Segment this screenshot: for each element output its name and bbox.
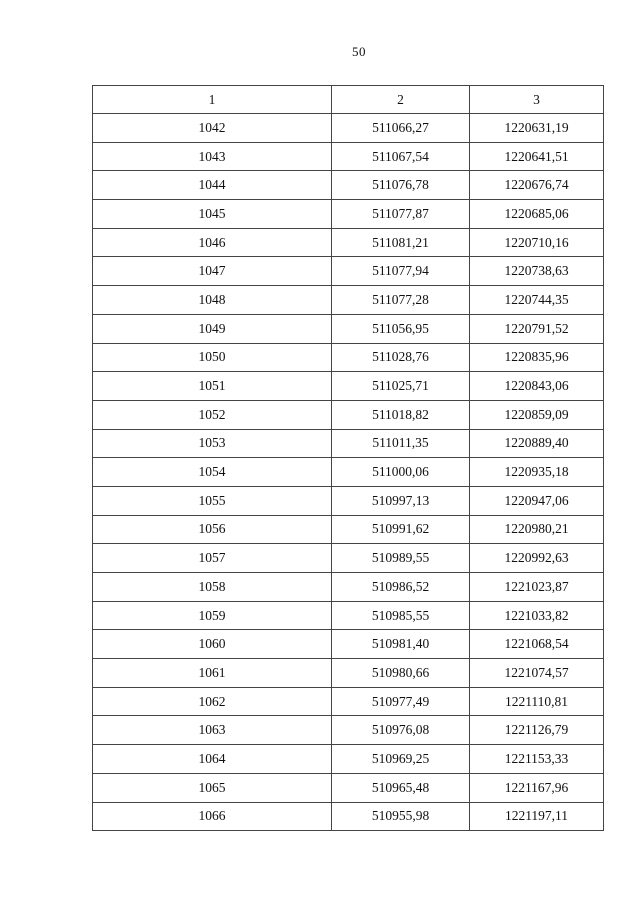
- table-cell-col-3: 1220935,18: [470, 458, 604, 487]
- table-row: [93, 544, 604, 573]
- table-cell-col-3: 1221023,87: [470, 573, 604, 602]
- table-cell-col-1: 1042: [93, 114, 332, 143]
- table-cell-col-2: 510980,66: [332, 659, 470, 688]
- table-cell-col-1: 1055: [93, 486, 332, 515]
- table-cell-col-3: 1220641,51: [470, 142, 604, 171]
- table-cell-col-2: 511018,82: [332, 400, 470, 429]
- table-row: [93, 114, 604, 143]
- table-cell-col-1: 1044: [93, 171, 332, 200]
- table-cell-col-3: 1220631,19: [470, 114, 604, 143]
- table-cell-col-2: 510981,40: [332, 630, 470, 659]
- table-cell-col-3: 1221068,54: [470, 630, 604, 659]
- header-row: [93, 86, 604, 114]
- table-cell-col-3: 1221033,82: [470, 601, 604, 630]
- table-cell-col-2: 510989,55: [332, 544, 470, 573]
- table-cell-col-3: 1220676,74: [470, 171, 604, 200]
- table-row: [93, 773, 604, 802]
- table-cell-col-1: 1043: [93, 142, 332, 171]
- column-header-3: 3: [470, 86, 604, 114]
- table-cell-col-2: 511066,27: [332, 114, 470, 143]
- table-cell-col-3: 1220744,35: [470, 286, 604, 315]
- table-cell-col-3: 1221167,96: [470, 773, 604, 802]
- table-row: [93, 343, 604, 372]
- table-cell-col-1: 1054: [93, 458, 332, 487]
- table-cell-col-1: 1062: [93, 687, 332, 716]
- table-row: [93, 372, 604, 401]
- table-cell-col-1: 1045: [93, 200, 332, 229]
- table-row: [93, 601, 604, 630]
- table-row: [93, 429, 604, 458]
- table-row: [93, 573, 604, 602]
- table-row: [93, 400, 604, 429]
- table-cell-col-3: 1220738,63: [470, 257, 604, 286]
- table-header: [93, 86, 604, 114]
- table-cell-col-3: 1220859,09: [470, 400, 604, 429]
- coordinates-table: [92, 85, 604, 831]
- table-row: [93, 687, 604, 716]
- table-cell-col-3: 1220980,21: [470, 515, 604, 544]
- table-row: [93, 314, 604, 343]
- table-cell-col-2: 510991,62: [332, 515, 470, 544]
- table-cell-col-1: 1052: [93, 400, 332, 429]
- table-cell-col-3: 1220992,63: [470, 544, 604, 573]
- table-cell-col-3: 1221110,81: [470, 687, 604, 716]
- table-cell-col-1: 1053: [93, 429, 332, 458]
- table-cell-col-3: 1221197,11: [470, 802, 604, 831]
- table-cell-col-3: 1220710,16: [470, 228, 604, 257]
- table-row: [93, 200, 604, 229]
- table-cell-col-1: 1058: [93, 573, 332, 602]
- table-cell-col-2: 510985,55: [332, 601, 470, 630]
- table-cell-col-2: 510955,98: [332, 802, 470, 831]
- table-cell-col-1: 1065: [93, 773, 332, 802]
- table-body: [93, 114, 604, 831]
- table-row: [93, 257, 604, 286]
- table-row: [93, 630, 604, 659]
- table-cell-col-2: 510976,08: [332, 716, 470, 745]
- table-cell-col-2: 510977,49: [332, 687, 470, 716]
- table-cell-col-1: 1064: [93, 745, 332, 774]
- table-row: [93, 716, 604, 745]
- table-cell-col-3: 1221074,57: [470, 659, 604, 688]
- table-row: [93, 286, 604, 315]
- table-cell-col-2: 511077,28: [332, 286, 470, 315]
- table-cell-col-3: 1221126,79: [470, 716, 604, 745]
- table-cell-col-2: 511081,21: [332, 228, 470, 257]
- table-cell-col-3: 1220889,40: [470, 429, 604, 458]
- table-row: [93, 515, 604, 544]
- table-cell-col-1: 1060: [93, 630, 332, 659]
- table-row: [93, 142, 604, 171]
- table-cell-col-3: 1220843,06: [470, 372, 604, 401]
- table-cell-col-3: 1220835,96: [470, 343, 604, 372]
- table-cell-col-1: 1059: [93, 601, 332, 630]
- table-cell-col-1: 1048: [93, 286, 332, 315]
- table-cell-col-2: 511077,94: [332, 257, 470, 286]
- table-cell-col-1: 1046: [93, 228, 332, 257]
- table-row: [93, 486, 604, 515]
- table-cell-col-1: 1063: [93, 716, 332, 745]
- table-cell-col-2: 511056,95: [332, 314, 470, 343]
- table-cell-col-1: 1049: [93, 314, 332, 343]
- table-cell-col-2: 510965,48: [332, 773, 470, 802]
- table-cell-col-1: 1057: [93, 544, 332, 573]
- table-cell-col-1: 1056: [93, 515, 332, 544]
- table-cell-col-2: 510997,13: [332, 486, 470, 515]
- table-cell-col-3: 1221153,33: [470, 745, 604, 774]
- table-cell-col-3: 1220791,52: [470, 314, 604, 343]
- table-cell-col-2: 510969,25: [332, 745, 470, 774]
- column-header-1: 1: [93, 86, 332, 114]
- table-cell-col-2: 511000,06: [332, 458, 470, 487]
- page-number: 50: [352, 44, 366, 59]
- table-row: [93, 802, 604, 831]
- table-cell-col-2: 510986,52: [332, 573, 470, 602]
- table-cell-col-1: 1051: [93, 372, 332, 401]
- table-cell-col-2: 511028,76: [332, 343, 470, 372]
- table-row: [93, 659, 604, 688]
- table-row: [93, 458, 604, 487]
- table-cell-col-1: 1050: [93, 343, 332, 372]
- table-cell-col-1: 1061: [93, 659, 332, 688]
- table-cell-col-2: 511076,78: [332, 171, 470, 200]
- table-cell-col-1: 1047: [93, 257, 332, 286]
- table-row: [93, 228, 604, 257]
- table-row: [93, 171, 604, 200]
- column-header-2: 2: [332, 86, 470, 114]
- table-cell-col-2: 511011,35: [332, 429, 470, 458]
- table-row: [93, 745, 604, 774]
- table-cell-col-2: 511067,54: [332, 142, 470, 171]
- table-cell-col-3: 1220947,06: [470, 486, 604, 515]
- table-cell-col-1: 1066: [93, 802, 332, 831]
- table-cell-col-2: 511077,87: [332, 200, 470, 229]
- table-cell-col-3: 1220685,06: [470, 200, 604, 229]
- table-cell-col-2: 511025,71: [332, 372, 470, 401]
